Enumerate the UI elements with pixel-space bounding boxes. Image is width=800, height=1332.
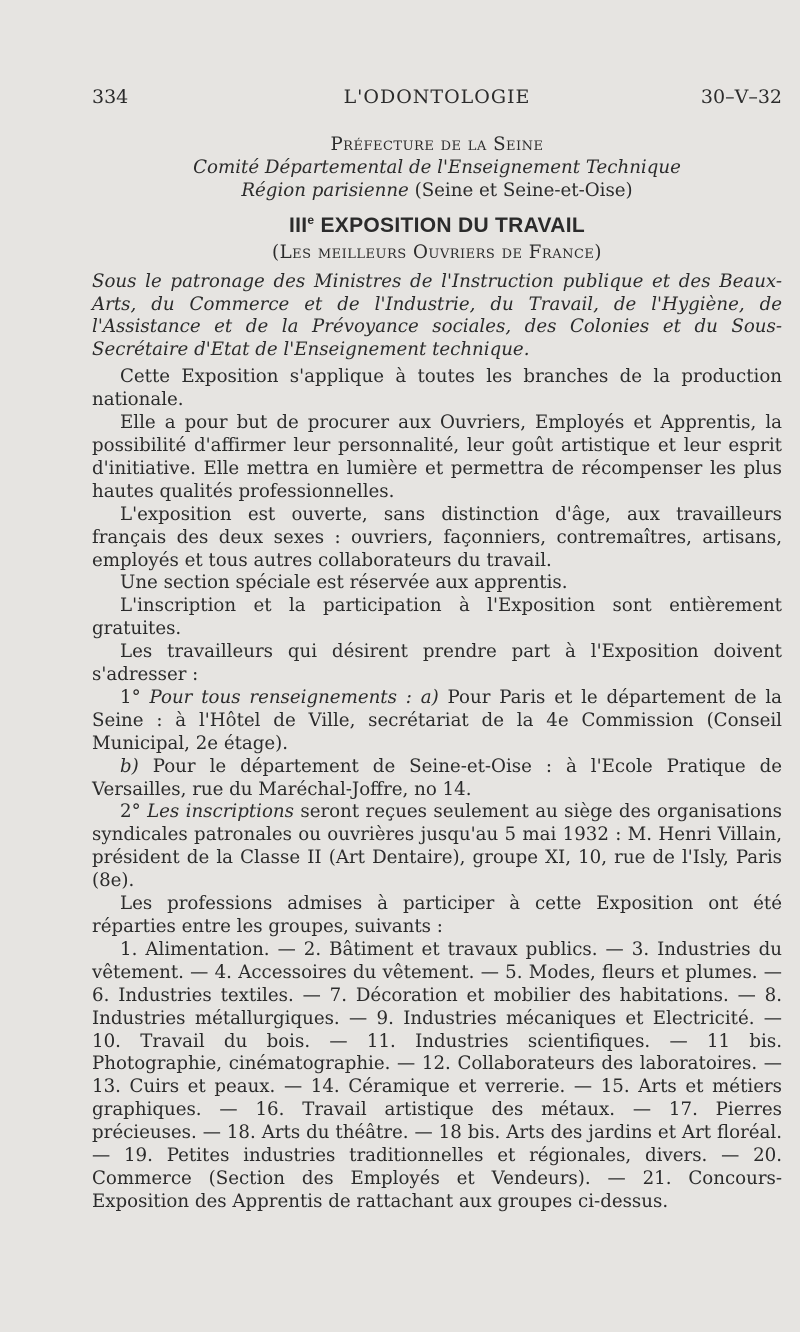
article-body <box>92 134 782 1214</box>
paragraph-5: L'inscription et la participation à l'Exposition sont entièrement gratuites. <box>92 595 782 640</box>
title-text: EXPOSITION DU TRAVAIL <box>314 213 586 237</box>
paragraph-8 <box>92 756 782 802</box>
issue-date: 30–V–32 <box>700 86 782 108</box>
journal-title: L'ODONTOLOGIE <box>343 86 531 108</box>
paragraph-1: Cette Exposition s'applique à toutes les branches de la production nationale. <box>92 366 782 411</box>
paragraph-7 <box>92 687 782 756</box>
p8-italic: b) <box>120 755 139 777</box>
region-italic: Région parisienne <box>241 179 409 201</box>
subtitle-line: (Les meilleurs Ouvriers de France) <box>271 241 602 263</box>
p7-rest: Pour Paris et le département de la Seine : à l'Hôtel de Ville, secrétariat de la 4e Commission (Conseil Municipal, 2e étage). <box>92 686 782 754</box>
p7-italic: Pour tous renseignements : a) <box>149 686 439 708</box>
paragraph-10: Les professions admises à participer à cette Exposition ont été réparties entre les groupes, suivants : <box>92 893 782 937</box>
title-sup: e <box>307 212 315 227</box>
page-number: 334 <box>92 86 129 108</box>
p7-number: 1° <box>120 686 150 708</box>
article-title <box>92 205 782 241</box>
paragraph-4: Une section spéciale est réservée aux apprentis. <box>120 572 568 594</box>
comite-line: Comité Départemental de l'Enseignement Technique <box>193 156 681 178</box>
paragraph-9 <box>92 801 782 893</box>
running-header <box>92 86 782 116</box>
p8-rest: Pour le département de Seine-et-Oise : à l'Ecole Pratique de Versailles, rue du Maréchal-Joffre, no 14. <box>92 755 782 800</box>
paragraph-6: Les travailleurs qui désirent prendre part à l'Exposition doivent s'adresser : <box>92 641 782 686</box>
region-line <box>92 180 782 203</box>
p9-rest: seront reçues seulement au siège des organisations syndicales patronales ou ouvrières jusqu'au 5 mai 1932 : M. Henri Villain, président de la Classe II (Art Dentaire), groupe XI, 10, rue de l'Isly, Paris (8e). <box>92 801 782 892</box>
paragraph-11-groups-list: 1. Alimentation. — 2. Bâtiment et travaux publics. — 3. Industries du vêtement. — 4. Accessoires du vêtement. — 5. Modes, fleurs et plumes. — 6. Industries textiles. — 7. Décoration et mobilier des habitations. — 8. Industries métallurgiques. — 9. Industries mécaniques et Electricité. — 10. Travail du bois. — 11. Industries scientifiques. — 11 bis. Photographie, cinématographie. — 12. Collaborateurs des laboratoires. — 13. Cuirs et peaux. — 14. Céramique et verrerie. — 15. Arts et métiers graphiques. — 16. Travail artistique des métaux. — 17. Pierres précieuses. — 18. Arts du théâtre. — 18 bis. Arts des jardins et Art floréal. — 19. Petites industries traditionnelles et régionales, divers. — 20. Commerce (Section des Employés et Vendeurs). — 21. Concours-Exposition des Apprentis de rattachant aux groupes ci-dessus. <box>92 938 782 1212</box>
prefecture-line: Préfecture de la Seine <box>330 134 544 155</box>
title-roman: III <box>288 213 308 237</box>
region-rest: (Seine et Seine-et-Oise) <box>408 179 633 201</box>
p9-italic: Les inscriptions <box>147 801 294 823</box>
p9-number: 2° <box>120 801 148 823</box>
patronage-paragraph: Sous le patronage des Ministres de l'Instruction publique et des Beaux-Arts, du Commerce et de l'Industrie, du Travail, de l'Hygiène, de l'Assistance et de la Prévoyance sociales, des Colonies et du Sous-Secrétaire d'Etat de l'Enseignement technique. <box>92 270 782 361</box>
paragraph-3: L'exposition est ouverte, sans distinction d'âge, aux travailleurs français des deux sexes : ouvriers, façonniers, contremaîtres, artisans, employés et tous autres collaborateurs du travail. <box>92 503 782 571</box>
paragraph-2: Elle a pour but de procurer aux Ouvriers, Employés et Apprentis, la possibilité d'affirmer leur personnalité, leur goût artistique et leur esprit d'initiative. Elle mettra en lumière et permettra de récompenser les plus hautes qualités professionnelles. <box>92 412 782 502</box>
